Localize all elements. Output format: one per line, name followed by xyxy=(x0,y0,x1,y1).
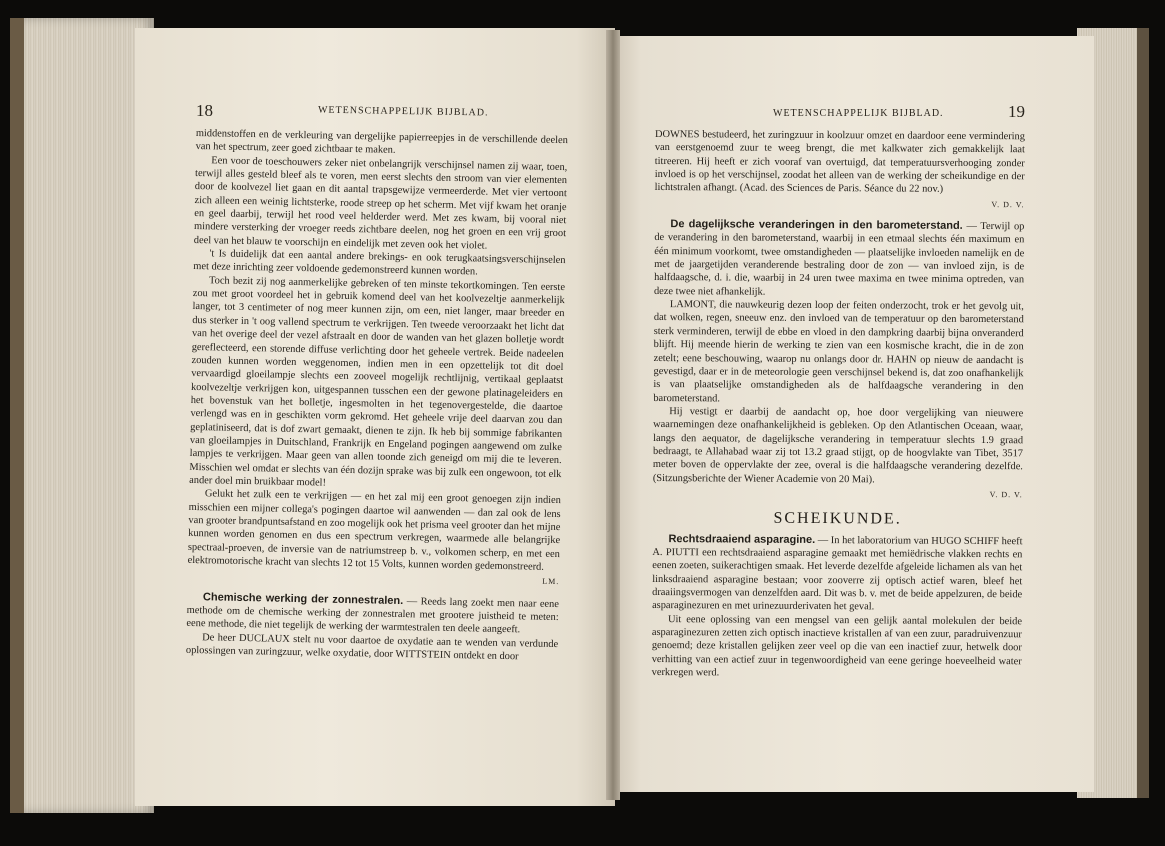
page-number-left: 18 xyxy=(196,101,213,120)
section-heading: De dagelijksche veranderingen in den barometerstand. xyxy=(670,218,963,232)
running-header-right: WETENSCHAPPELIJK BIJBLAD. xyxy=(773,108,944,119)
paragraph: — In het laboratorium van HUGO SCHIFF heeft A. PIUTTI een rechtsdraaiend asparagine gemaakt met hemiëdrische vlakken rechts en eenen zoeten, suikerachtigen smaak. Het leverde dezelfde afgeleide lichamen als van het linksdraaiend asparagine bestaan; voor zooverre zij optisch actief waren, bleef het draaiingsvermogen van denzelfden aard. Dit was b. v. met de beide appelzuren, de beide asparaginezuren en met urinezuurderivaten het geval. xyxy=(652,534,1023,613)
paragraph: Gelukt het zulk een te verkrijgen — en het zal mij een groot genoegen zijn indien misschien een mijner collega's pogingen daartoe wil aanwenden — dan zal ook de lens van grooter brandpuntsafstand en zoo mogelijk ook het prisma veel grooter dan het mijne kunnen worden genomen en dus een spectrum verkregen, waarmede alle belangrijke spectraal-proeven, de inversie van de natriumstreep b. v., volkomen scherp, en met een elektromotorische kracht van slechts 12 tot 15 Volts, kunnen worden gedemonstreerd. xyxy=(187,488,561,573)
book-gutter xyxy=(606,30,620,800)
paragraph: Een voor de toeschouwers zeker niet onbelangrijk verschijnsel namen zij waar, toen, terwijl alles gesteld bleef als te voren, men eerst slechts den stroom van vier elementen door de koolvezel liet gaan en dit aantal trapsgewijze vermeerderde. Met vier vertoont zich alleen een weinig lichtsterke, roode streep op het scherm. Met vijf kwam het oranje en geel daarbij, terwijl het rood veel helderder werd. Met zes kwam, bij vooral niet mindere versterking der vroeger reeds zichtbare deelen, nog het groen en een vrij groot deel van het blauw te voorschijn en eindelijk met zeven ook het violet. xyxy=(193,154,568,252)
paragraph: 't Is duidelijk dat een aantal andere brekings- en ook terugkaatsingsverschijnselen met deze inrichting zeer voldoende gedemonstreerd kunnen worden. xyxy=(193,248,566,278)
paragraph: DOWNES bestudeerd, het zuringzuur in koolzuur omzet en daardoor eene vermindering van eerstgenoemd zuur te weeg brengt, die met kalkwater zich gemakkelijk laat titreeren. Hij heeft er zich vooraf van overtuigd, dat temperatuursverhooging zonder invloed is op het verschijnsel, zoodat het alleen van de werking der scheikundige en der lichtstralen afhangt. (Acad. des Sciences de Paris. Séance du 22 nov.) xyxy=(654,128,1025,196)
section-heading: Chemische werking der zonnestralen. xyxy=(202,590,404,607)
author-signature: V. D. V. xyxy=(991,199,1025,209)
book-edge-left xyxy=(10,18,154,813)
paragraph: Uit eene oplossing van een mengsel van een gelijk aantal molekulen der beide asparaginezuren zetten zich optisch inactieve kristallen af van een zuur, paradruivenzuur genoemd; deze kristallen gelijken zeer veel op die van een inactief zuur, hetwelk door verhitting van een actief zuur in tegenwoordigheid van eene geringe hoeveelheid water verkregen werd. xyxy=(651,613,1023,679)
paragraph: — Reeds lang zoekt men naar eene methode om de chemische werking der zonnestralen met grootere juistheid te meten: eene methode, die niet tegelijk de werking der warmtestralen ten deele aangeeft. xyxy=(186,595,560,636)
running-header-left: WETENSCHAPPELIJK BIJBLAD. xyxy=(317,104,489,119)
chapter-title: SCHEIKUNDE. xyxy=(773,510,902,528)
paragraph: Toch bezit zij nog aanmerkelijke gebreken of ten minste tekortkomingen. Ten eerste zou met groot voordeel het in gebruik komend deel van het koolvezeltje aanmerkelijk langer, tot 3 centimeter of nog meer kunnen zijn, om een, niet langer, maar breeder en dus sterker in 't oog vallend spectrum te verkrijgen. Ten tweede veroorzaakt het licht dat van het overige deel der vezel afstraalt en door de wanden van het glazen bolletje wordt gereflecteerd, een storende diffuse verlichting door het geheele vertrek. Beide nadeelen zouden kunnen worden weggenomen, indien men in een opzettelijk tot dit doel vervaardigd gloeilampje slechts een zooveel mogelijk rechtlijnig, vertikaal geplaatst koolvezeltje verkrijgen kon, uitgespannen tusschen een der gewone platinageleiders en het bovenstuk van het bolletje, ingesmolten in het tegenovergestelde, die daartoe verlengd was en in geschikten vorm gekromd. Het geheele vrije deel daarvan zou dan geplatiniseerd, dat is dof zwart gemaakt, dienen te zijn. Ik heb bij sommige fabrikanten van gloeilampjes in Duitschland, Frankrijk en Engeland pogingen aangewend om zulke lampjes te verkrijgen. Maar geen van allen toonde zich geneigd om mij die te leveren. Misschien wel omdat er slechts van één dozijn sprake was bij zulk een ongewoon, tot elk ander doel min bruikbaar model! xyxy=(189,275,566,489)
paragraph: Hij vestigt er daarbij de aandacht op, hoe door vergelijking van nieuwere waarnemingen deze onafhankelijkheid is gebleken. Op den Atlantischen Oceaan, waar, langs den aequator, de dagelijksche verandering in temperatuur slechts 1.9 graad bedraagt, te Allahabad waar zij tot 13.2 graad stijgt, op de hoogvlakte van Tibet, 3517 meter boven de oppervlakte der zee, overal is die halfdaagsche verandering dezelfde. (Sitzungsberichte der Wiener Academie von 20 Mai). xyxy=(652,405,1024,485)
page-number-right: 19 xyxy=(1008,102,1025,121)
author-signature: LM. xyxy=(542,577,560,587)
paragraph: — Terwijl op de verandering in den barometerstand, waarbij in een etmaal slechts één maximum en één minimum voorkomt, twee omstandigheden — plaatselijke invloeden namelijk en de met de jaargetijden veranderende bestraling door de zon — van invloed zijn, is de halfdaagsche, d. i. die, waarbij in 24 uren twee maxima en twee minima optreden, van deze twee niet afhankelijk. xyxy=(653,220,1025,298)
paragraph: De heer DUCLAUX stelt nu voor daartoe de oxydatie aan te wenden van verdunde oplossingen van zuringzuur, welke oxydatie, door WITTSTEIN ontdekt en door xyxy=(185,631,559,663)
paragraph: middenstoffen en de verkleuring van dergelijke papierreepjes in de verschillende deelen van het spectrum, zeer goed zichtbaar te maken. xyxy=(195,127,568,157)
paragraph: LAMONT, die nauwkeurig dezen loop der feiten onderzocht, trok er het gevolg uit, dat wolken, regen, sneeuw enz. den invloed van de temperatuur op den barometerstand sterk verminderen, terwijl de ebbe en vloed in den dampkring daarbij bijna onveranderd blijft. Hij meende hierin de werking te zien van een kosmische kracht, die in de zon zetelt; eene beschouwing, waarop nu onlangs door dr. HAHN op nieuw de aandacht is gevestigd, daar er in de meteorologie geen verschijnsel bekend is, dat zoo onafhankelijk is van plaatselijke omstandigheden als de halfdaagsche verandering in den barometerstand. xyxy=(653,299,1024,404)
section-heading: Rechtsdraaiend asparagine. xyxy=(668,532,816,546)
right-column xyxy=(652,128,1025,682)
left-column xyxy=(186,127,568,664)
author-signature: V. D. V. xyxy=(989,489,1023,500)
